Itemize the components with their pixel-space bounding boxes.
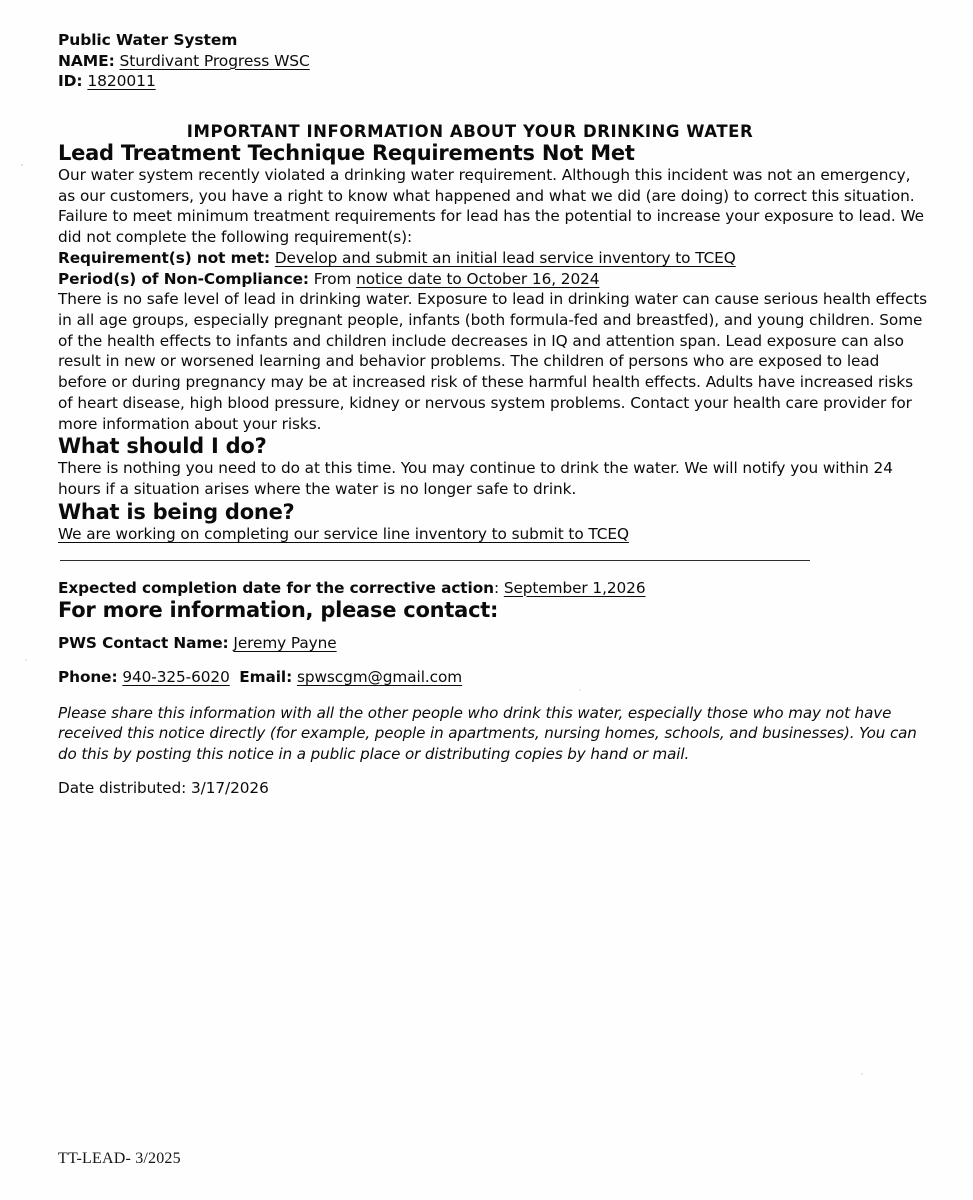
expected-completion-line	[58, 578, 928, 599]
requirement-not-met-value: Develop and submit an initial lead service inventory to TCEQ	[274, 248, 736, 267]
period-non-compliance-prefix: From	[313, 269, 352, 288]
pws-name-label: NAME:	[58, 51, 115, 70]
document-content	[58, 0, 928, 798]
date-distributed-label: Date distributed:	[58, 778, 187, 797]
period-non-compliance-value: notice date to October 16, 2024	[356, 269, 600, 288]
pws-id-label: ID:	[58, 72, 83, 91]
contact-email-label: Email:	[239, 668, 293, 687]
pws-contact-name-line	[58, 633, 928, 654]
what-is-being-done-answer-line	[58, 524, 928, 545]
expected-completion-value: September 1,2026	[503, 578, 646, 597]
period-non-compliance-label: Period(s) of Non-Compliance:	[58, 269, 309, 288]
heading-what-should-i-do: What should I do?	[58, 434, 267, 459]
pws-id-value: 1820011	[87, 72, 156, 91]
expected-completion-separator: :	[493, 578, 500, 597]
heading-what-is-being-done: What is being done?	[58, 499, 295, 524]
pws-name-line	[58, 51, 928, 72]
pws-contact-name-value: Jeremy Payne	[233, 634, 337, 653]
pws-name-value: Sturdivant Progress WSC	[119, 51, 310, 70]
date-distributed-value: 3/17/2026	[191, 778, 269, 797]
requirement-not-met-label: Requirement(s) not met:	[58, 248, 271, 267]
form-code-footer: TT-LEAD- 3/2025	[58, 1150, 181, 1167]
contact-email-value: spwscgm@gmail.com	[296, 668, 463, 687]
expected-completion-label: Expected completion date for the corrective action	[58, 578, 494, 597]
share-notice-paragraph: Please share this information with all the other people who drink this water, especially those who may not have received this notice directly (for example, people in apartments, nursing homes, schools, and businesses). You can do this by posting this notice in a public place or distributing copies by hand or mail.	[58, 703, 917, 763]
lead-paragraph-1: Our water system recently violated a drinking water requirement. Although this incident was not an emergency, as our customers, you have a right to know what happened and what we did (are doing) to correct this situation.	[58, 165, 915, 205]
heading-for-more-information: For more information, please contact:	[58, 598, 499, 623]
section-divider-rule	[60, 560, 810, 561]
heading-lead-treatment: Lead Treatment Technique Requirements Not Met	[58, 140, 635, 165]
pws-header-title: Public Water System	[58, 31, 238, 49]
what-is-being-done-answer: We are working on completing our service line inventory to submit to TCEQ	[58, 524, 629, 543]
contact-phone-email-line	[58, 667, 928, 688]
document-title: IMPORTANT INFORMATION ABOUT YOUR DRINKING WATER	[186, 121, 754, 141]
period-non-compliance-line	[58, 269, 928, 290]
contact-phone-label: Phone:	[58, 668, 118, 687]
what-should-i-do-paragraph: There is nothing you need to do at this time. You may continue to drink the water. We will notify you within 24 hours if a situation arises where the water is no longer safe to drink.	[58, 459, 893, 499]
lead-paragraph-2: Failure to meet minimum treatment requirements for lead has the potential to increase your exposure to lead. We did not complete the following requirement(s):	[58, 207, 924, 246]
lead-health-paragraph: There is no safe level of lead in drinking water. Exposure to lead in drinking water can cause serious health effects in all age groups, especially pregnant people, infants (both formula-fed and breastfed), and young children. Some of the health effects to infants and children include decreases in IQ and attention span. Lead exposure can also result in new or worsened learning and behavior problems. The children of persons who are exposed to lead before or during pregnancy may be at increased risk of these harmful health effects. Adults have increased risks of heart disease, high blood pressure, kidney or nervous system problems. Contact your health care provider for more information about your risks.	[58, 290, 928, 433]
pws-header-title-line	[58, 30, 928, 51]
contact-phone-value: 940-325-6020	[122, 668, 230, 687]
date-distributed-line	[58, 778, 928, 799]
pws-id-line	[58, 71, 928, 92]
pws-contact-name-label: PWS Contact Name:	[58, 634, 229, 653]
requirement-not-met-line	[58, 248, 928, 269]
pws-header-block	[58, 0, 928, 92]
